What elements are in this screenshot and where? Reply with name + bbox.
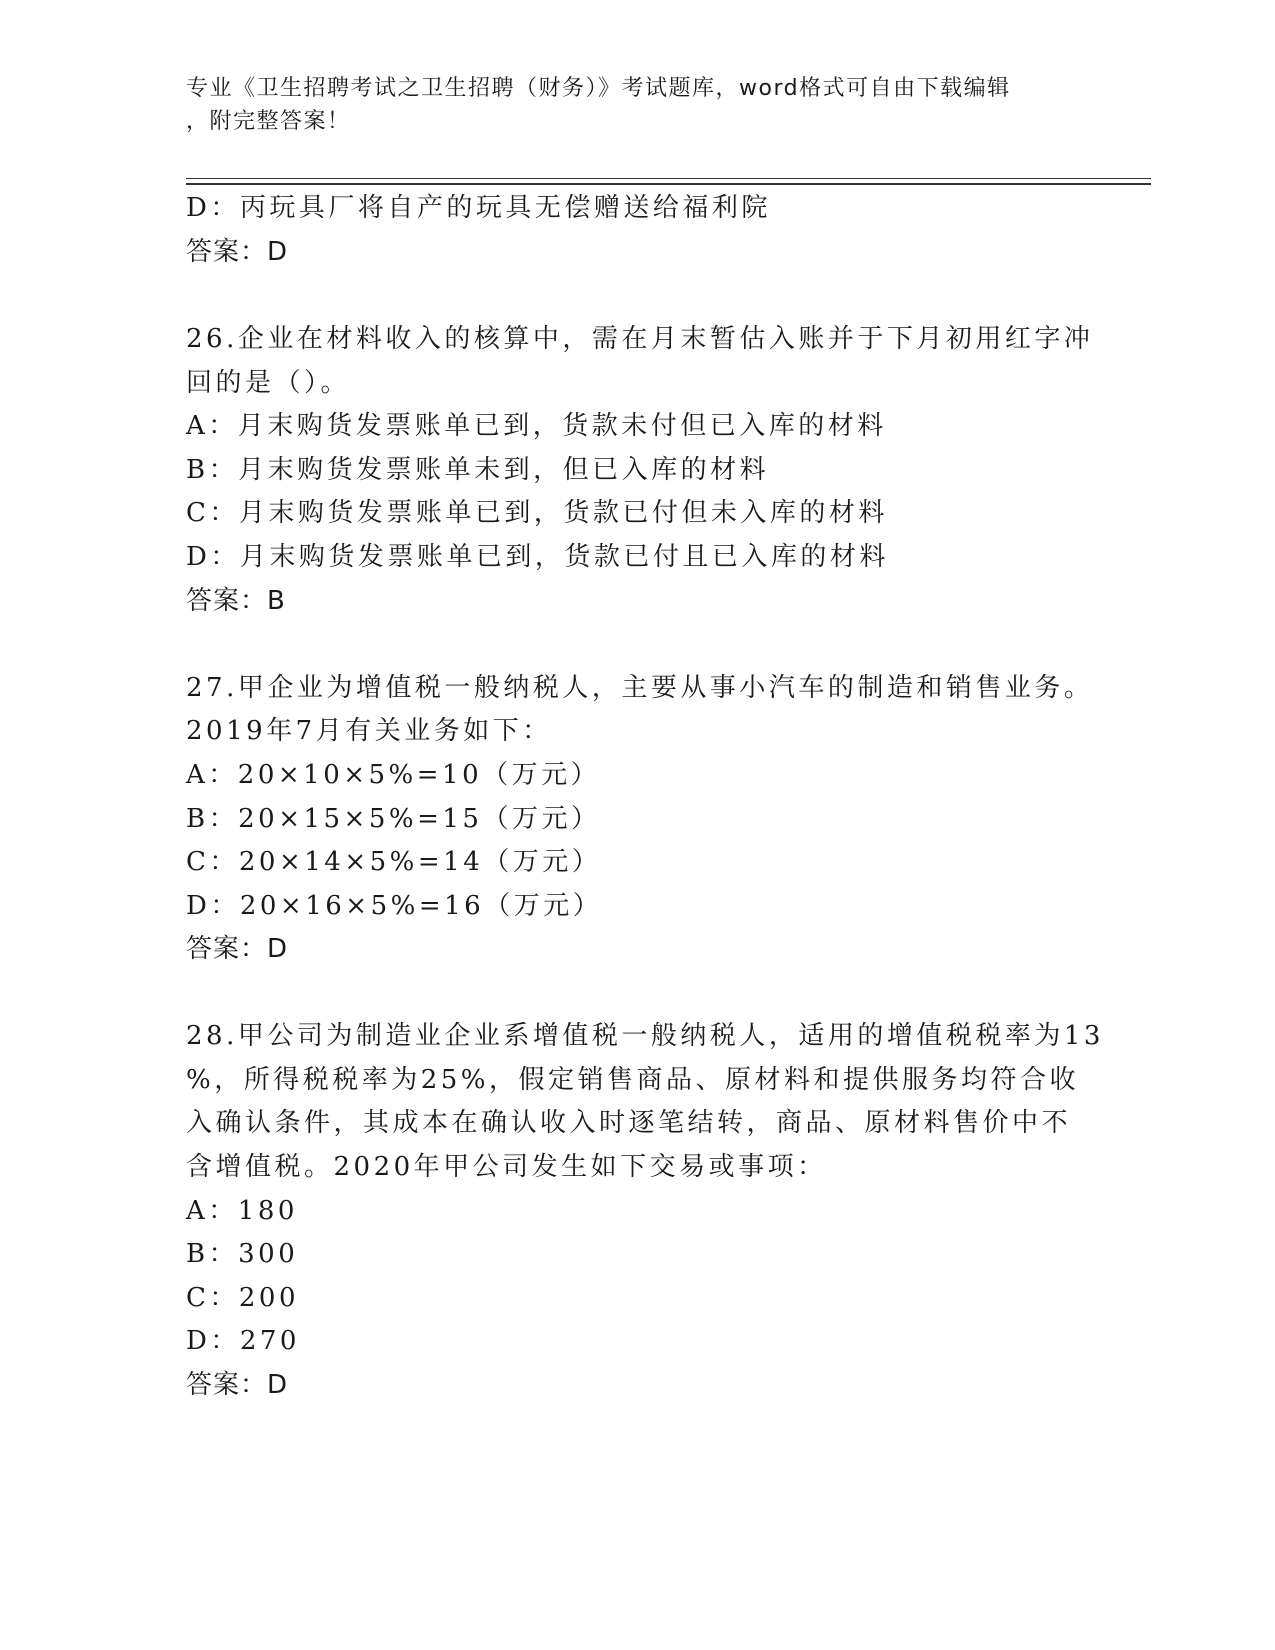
q26-option-d: D：月末购货发票账单已到，货款已付且已入库的材料 <box>186 542 889 572</box>
q27-option-a: A：20×10×5%=10（万元） <box>186 760 601 790</box>
q28-option-c: C：200 <box>186 1283 300 1313</box>
prev-answer: 答案：D <box>186 237 289 267</box>
q26-option-b: B：月末购货发票账单未到，但已入库的材料 <box>186 455 770 485</box>
header-line-2: ，附完整答案！ <box>186 109 351 134</box>
q26-answer: 答案：B <box>186 586 286 616</box>
q28-stem-line-3: 入确认条件，其成本在确认收入时逐笔结转，商品、原材料售价中不 <box>186 1108 1072 1138</box>
document-header <box>186 72 1086 138</box>
q27-stem-line-2: 2019年7月有关业务如下： <box>186 716 552 746</box>
q28-stem-line-2: %，所得税税率为25%，假定销售商品、原材料和提供服务均符合收 <box>186 1065 1079 1095</box>
q27-stem-line-1: 27.甲企业为增值税一般纳税人，主要从事小汽车的制造和销售业务。 <box>186 673 1094 703</box>
q26-stem-line-2: 回的是（）。 <box>186 368 351 398</box>
q28-stem-line-1: 28.甲公司为制造业企业系增值税一般纳税人，适用的增值税税率为13 <box>186 1021 1104 1051</box>
header-divider-thick <box>186 183 1151 185</box>
q27-option-d: D：20×16×5%=16（万元） <box>186 891 603 921</box>
q28-answer: 答案：D <box>186 1370 289 1400</box>
q26-stem-line-1: 26.企业在材料收入的核算中，需在月末暂估入账并于下月初用红字冲 <box>186 324 1094 354</box>
header-line-1: 专业《卫生招聘考试之卫生招聘（财务）》考试题库，word格式可自由下载编辑 <box>186 76 1011 101</box>
q28-option-b: B：300 <box>186 1239 299 1269</box>
q26-option-c: C：月末购货发票账单已到，货款已付但未入库的材料 <box>186 498 888 528</box>
prev-option-d: D：丙玩具厂将自产的玩具无偿赠送给福利院 <box>186 193 771 223</box>
q28-option-d: D：270 <box>186 1326 300 1356</box>
q28-stem-line-4: 含增值税。2020年甲公司发生如下交易或事项： <box>186 1152 827 1182</box>
q27-option-b: B：20×15×5%=15（万元） <box>186 804 601 834</box>
header-divider-thin <box>186 178 1151 179</box>
q27-option-c: C：20×14×5%=14（万元） <box>186 847 602 877</box>
q27-answer: 答案：D <box>186 934 289 964</box>
q26-option-a: A：月末购货发票账单已到，货款未付但已入库的材料 <box>186 411 887 441</box>
q28-option-a: A：180 <box>186 1196 298 1226</box>
